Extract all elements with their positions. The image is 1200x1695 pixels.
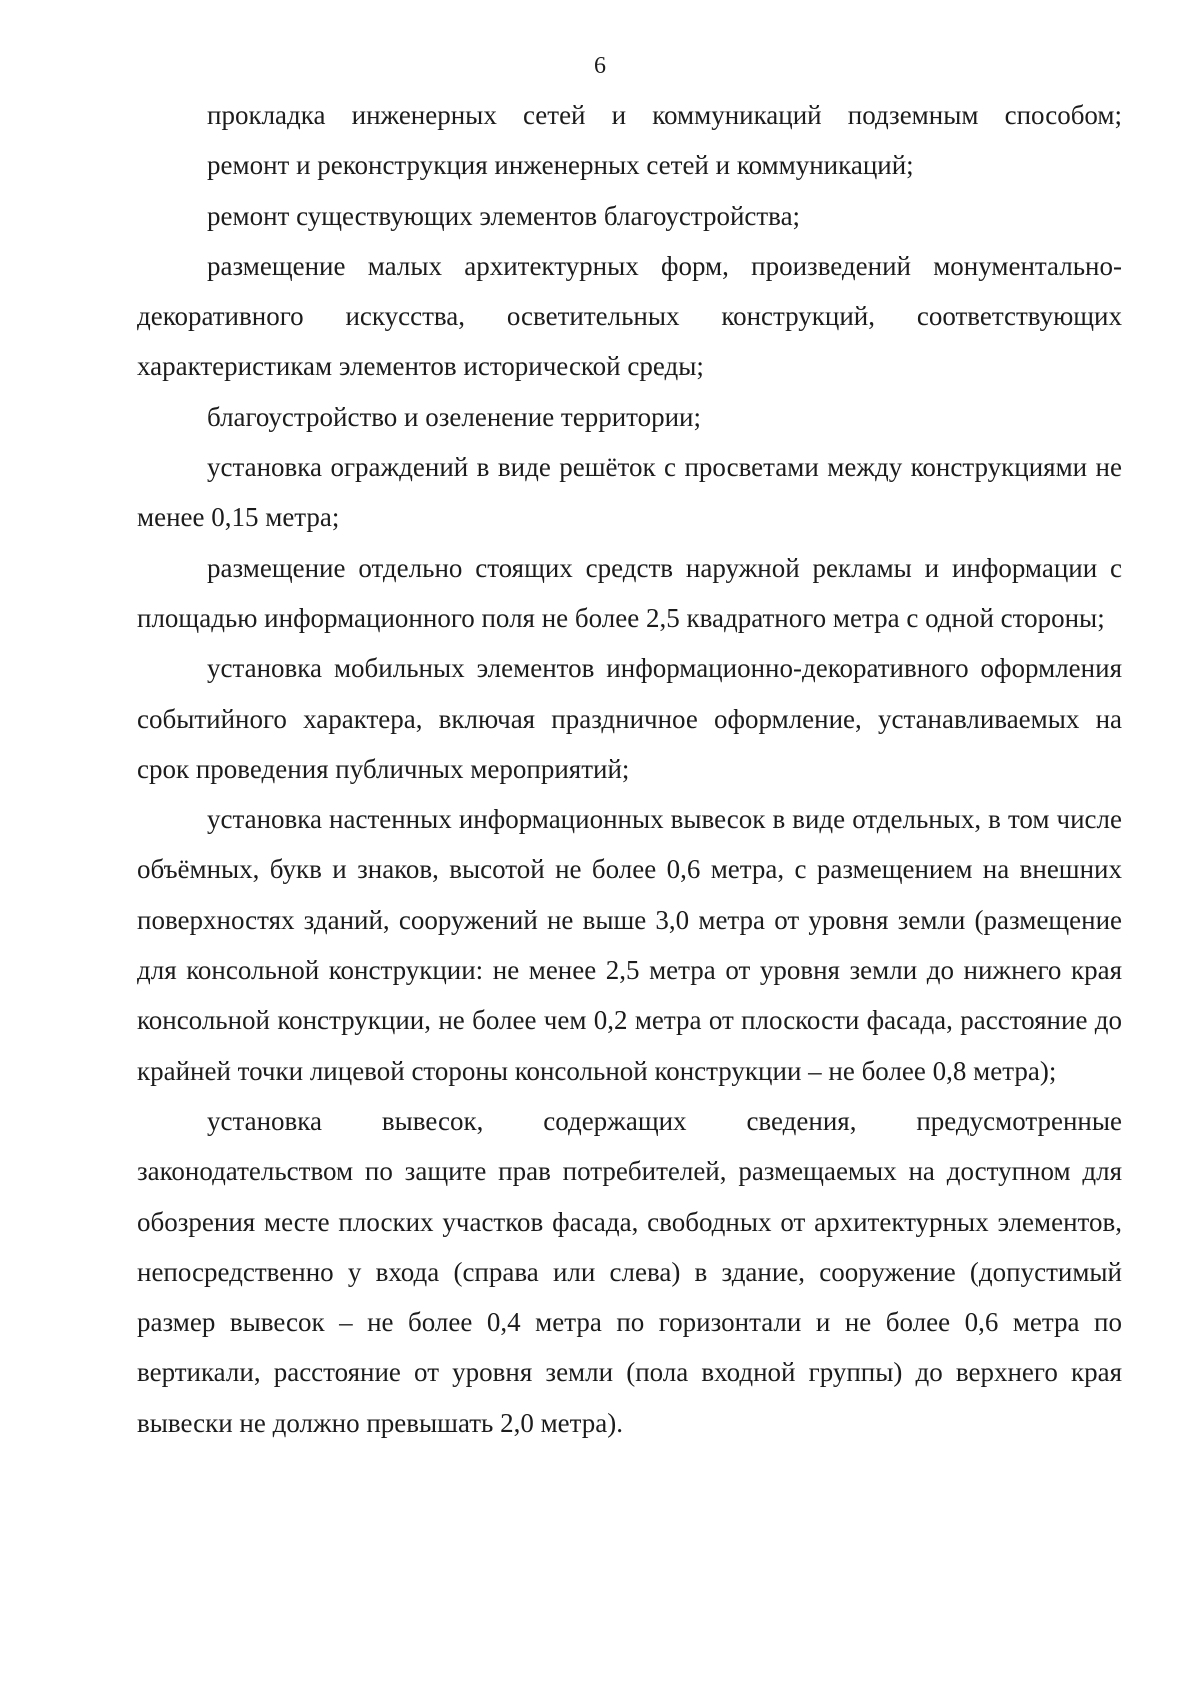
page-number: 6	[594, 53, 606, 79]
paragraph-mobile-decorative-elements: установка мобильных элементов информационно-декоративного оформления событийного характера, включая праздничное оформление, устанавливаемых на срок проведения публичных мероприятий;	[137, 653, 1122, 784]
paragraph-underground-networks: прокладка инженерных сетей и коммуникаций подземным способом;	[207, 100, 1122, 130]
paragraph-fences: установка ограждений в виде решёток с просветами между конструкциями не менее 0,15 метра;	[137, 452, 1122, 533]
paragraph-consumer-signs: установка вывесок, содержащих сведения, предусмотренные законодательством по защите прав потребителей, размещаемых на доступном для обозрения месте плоских участков фасада, свободных от архитектурных элементов, непосредственно у входа (справа или слева) в здание, сооружение (допустимый размер вывесок – не более 0,4 метра по горизонтали и не более 0,6 метра по вертикали, расстояние от уровня земли (пола входной группы) до верхнего края вывески не должно превышать 2,0 метра).	[137, 1105, 1122, 1438]
paragraph-wall-signs: установка настенных информационных вывесок в виде отдельных, в том числе объёмных, букв и знаков, высотой не более 0,6 метра, с размещением на внешних поверхностях зданий, сооружений не выше 3,0 метра от уровня земли (размещение для консольной конструкции: не менее 2,5 метра от уровня земли до нижнего края консольной конструкции, не более чем 0,2 метра от плоскости фасада, расстояние до крайней точки лицевой стороны консольной конструкции – не более 0,8 метра);	[137, 804, 1122, 1086]
paragraph-small-architectural-forms: размещение малых архитектурных форм, произведений монументально-декоративного искусства, осветительных конструкций, соответствующих характеристикам элементов исторической среды;	[137, 250, 1122, 382]
paragraph-repair-landscaping: ремонт существующих элементов благоустройства;	[207, 200, 801, 231]
paragraph-repair-networks: ремонт и реконструкция инженерных сетей и коммуникаций;	[207, 150, 914, 181]
paragraph-greening: благоустройство и озеленение территории;	[207, 401, 702, 432]
paragraph-outdoor-advertising: размещение отдельно стоящих средств наружной рекламы и информации с площадью информационного поля не более 2,5 квадратного метра с одной стороны;	[137, 552, 1122, 633]
document-body	[137, 90, 1122, 1448]
